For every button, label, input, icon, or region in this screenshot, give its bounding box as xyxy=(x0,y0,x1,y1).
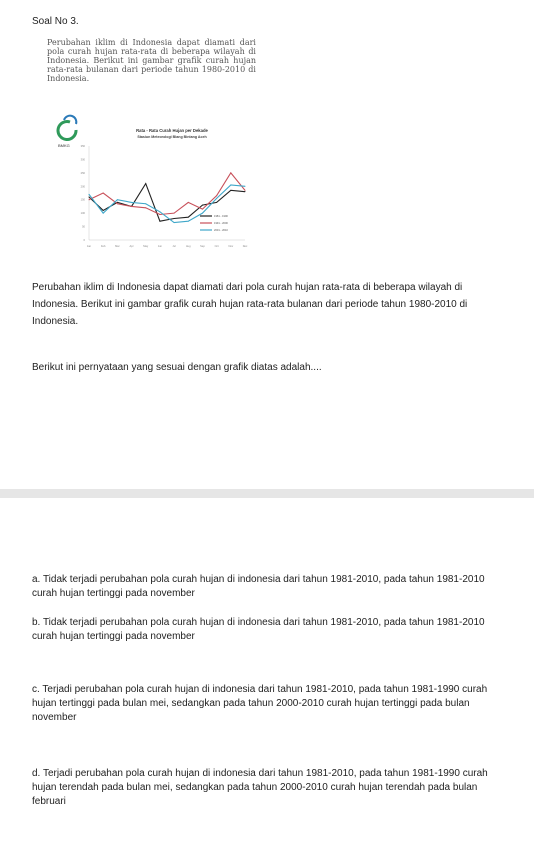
data-point xyxy=(245,186,246,187)
x-tick-label: Jun xyxy=(157,245,163,248)
x-tick-label: Jan xyxy=(86,245,92,248)
x-tick-label: Aug xyxy=(185,245,191,248)
data-point xyxy=(230,184,231,185)
x-tick-label: Mar xyxy=(115,245,120,248)
body-paragraph: Perubahan iklim di Indonesia dapat diamati dari pola curah hujan rata-rata di beberapa wilayah di Indonesia. Berikut ini gambar grafik curah hujan rata-rata bulanan dari periode tahun 1980-2010 di Indonesia. xyxy=(32,282,468,327)
y-tick-label: 350 xyxy=(80,145,85,148)
data-point xyxy=(103,193,104,194)
data-point xyxy=(245,191,246,192)
legend-label: 1991 - 2000 xyxy=(214,222,228,225)
chart-subtitle: Stasiun Meteorologi Blang Bintang Aceh xyxy=(137,135,207,139)
data-point xyxy=(202,213,203,214)
data-point xyxy=(145,203,146,204)
data-point xyxy=(159,214,160,215)
image-paragraph: Perubahan iklim di Indonesia dapat diamati dari pola curah hujan rata-rata di beberapa wilayah di Indonesia. Berikut ini gambar grafik curah hujan rata-rata bulanan dari periode tahun 1980-2010 di Indonesia. xyxy=(47,38,256,83)
legend-label: 2001 - 2010 xyxy=(214,229,228,232)
chart-legend xyxy=(200,214,228,232)
data-point xyxy=(216,195,217,196)
data-point xyxy=(89,197,90,198)
data-point xyxy=(230,172,231,173)
x-tick-label: Oct xyxy=(214,245,219,248)
data-point xyxy=(216,198,217,199)
y-tick-label: 150 xyxy=(80,198,85,202)
data-point xyxy=(145,207,146,208)
option-b[interactable]: b. Tidak terjadi perubahan pola curah hujan di indonesia dari tahun 1981-2010, pada tahun 1981-2010 curah hujan tertinggi pada november xyxy=(32,617,485,642)
data-point xyxy=(117,202,118,203)
option-c[interactable]: c. Terjadi perubahan pola curah hujan di indonesia dari tahun 1981-2010, pada tahun 1981-1990 curah hujan tertinggi pada bulan mei, sedangkan pada tahun 2000-2010 curah hujan tertinggi pada bulan november xyxy=(32,684,488,723)
x-tick-label: Jul xyxy=(172,245,176,248)
data-point xyxy=(159,221,160,222)
legend-label: 1981 - 1990 xyxy=(214,215,228,218)
data-point xyxy=(89,194,90,195)
y-tick-label: 250 xyxy=(80,171,85,175)
data-point xyxy=(145,183,146,184)
data-point xyxy=(245,190,246,191)
x-tick-label: Sep xyxy=(200,245,205,248)
x-tick-label: Apr xyxy=(129,245,134,248)
y-tick-label: 50 xyxy=(82,225,85,229)
option-a[interactable]: a. Tidak terjadi perubahan pola curah hujan di indonesia dari tahun 1981-2010, pada tahun 1981-2010 curah hujan tertinggi pada november xyxy=(32,574,485,599)
data-point xyxy=(230,190,231,191)
chart-axes xyxy=(81,144,248,248)
option-d[interactable]: d. Terjadi perubahan pola curah hujan di indonesia dari tahun 1981-2010, pada tahun 1981-1990 curah hujan terendah pada bulan mei, sedangkan pada tahun 2000-2010 curah hujan terendah pada bulan februari xyxy=(32,768,488,807)
chart-title: Rata - Rata Curah Hujan per Dekade xyxy=(136,128,208,133)
question-text: Berikut ini pernyataan yang sesuai dengan grafik diatas adalah.... xyxy=(32,362,322,373)
y-tick-label: 300 xyxy=(80,158,85,162)
data-point xyxy=(103,213,104,214)
y-tick-label: 0 xyxy=(83,239,85,242)
x-tick-label: Feb xyxy=(100,245,106,248)
data-point xyxy=(174,222,175,223)
bmkg-logo xyxy=(58,116,76,148)
data-point xyxy=(117,199,118,200)
rainfall-chart xyxy=(52,108,252,253)
data-point xyxy=(131,202,132,203)
data-point xyxy=(103,210,104,211)
data-point xyxy=(117,203,118,204)
data-point xyxy=(188,221,189,222)
x-tick-label: Dec xyxy=(242,245,248,248)
y-tick-label: 200 xyxy=(80,185,85,189)
data-point xyxy=(174,213,175,214)
data-point xyxy=(131,206,132,207)
section-divider xyxy=(0,489,534,498)
data-point xyxy=(89,199,90,200)
data-point xyxy=(174,218,175,219)
data-point xyxy=(202,205,203,206)
data-point xyxy=(188,217,189,218)
bmkg-logo-text: BMKG xyxy=(58,143,70,148)
rainfall-chart-svg xyxy=(52,108,252,253)
y-tick-label: 100 xyxy=(80,212,85,216)
x-tick-label: Nov xyxy=(228,245,234,248)
data-point xyxy=(216,202,217,203)
bmkg-logo-arc xyxy=(58,121,76,139)
soal-label: Soal No 3. xyxy=(32,16,79,27)
data-point xyxy=(202,209,203,210)
x-tick-label: May xyxy=(143,245,149,248)
data-point xyxy=(159,211,160,212)
data-point xyxy=(188,202,189,203)
